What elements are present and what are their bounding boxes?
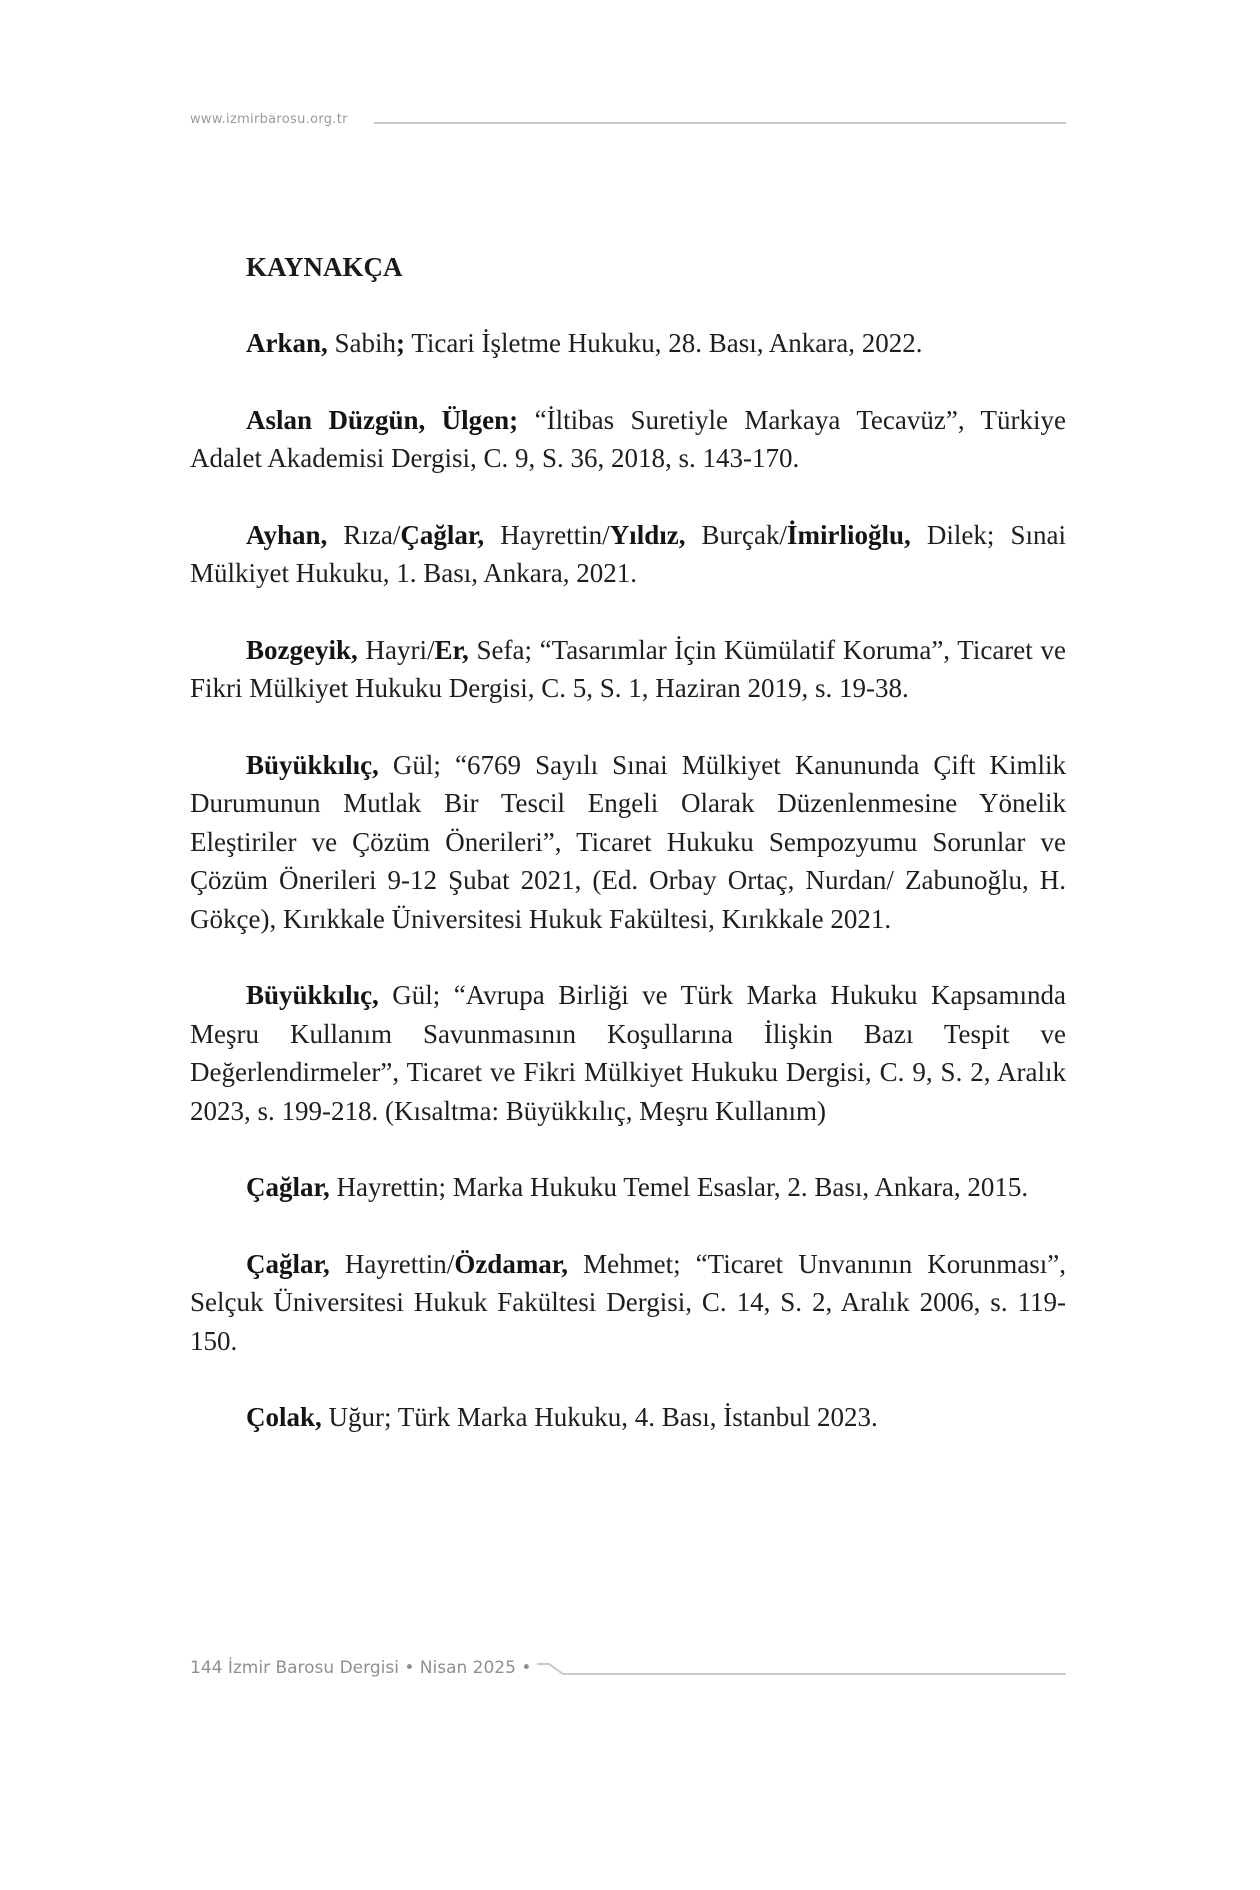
header-url: www.izmirbarosu.org.tr (190, 112, 348, 127)
reference-author: Ayhan, (246, 519, 328, 550)
reference-author: Arkan, (246, 328, 328, 358)
reference-author: Yıldız, (609, 519, 686, 550)
reference-entry (190, 1245, 1066, 1361)
reference-entry (190, 746, 1066, 939)
reference-entry (190, 631, 1066, 708)
reference-author: Çağlar, (246, 1172, 330, 1202)
header-rule (374, 122, 1066, 124)
reference-text: Uğur; Türk Marka Hukuku, 4. Bası, İstanbul 2023. (321, 1402, 878, 1432)
reference-author: Çağlar, (400, 519, 485, 550)
reference-text: Burçak/ (685, 519, 788, 550)
reference-text: Sefa; “Tasarımlar İçin Kümülatif Koruma”, Ticaret ve Fikri Mülkiyet Hukuku Dergisi, C. 5, S. 1, Haziran 2019, s. 19-38. (190, 634, 1066, 703)
reference-author: Er, (434, 634, 469, 665)
reference-text: Gül; “Avrupa Birliği ve Türk Marka Hukuku Kapsamında Meşru Kullanım Savunmasının Koşullarına İlişkin Bazı Tespit ve Değerlendirmeler”, Ticaret ve Fikri Mülkiyet Hukuku Dergisi, C. 9, S. 2, Aralık 2023, s. 199-218. (Kısaltma: Büyükkılıç, Meşru Kullanım) (190, 980, 1066, 1126)
reference-text: Mehmet; “Ticaret Unvanının Korunması”, Selçuk Üniversitesi Hukuk Fakültesi Dergisi, C. 14, S. 2, Aralık 2006, s. 119-150. (190, 1248, 1067, 1356)
reference-author: ; (396, 328, 406, 358)
page-header (190, 112, 1066, 136)
reference-author: Çağlar, (246, 1248, 330, 1279)
reference-author: Büyükkılıç, (246, 749, 379, 780)
reference-text: Rıza/ (327, 519, 401, 550)
reference-entry (190, 401, 1066, 478)
reference-entry (190, 324, 1066, 363)
reference-author: Büyükkılıç, (246, 980, 379, 1010)
bibliography-section (190, 248, 1066, 1475)
reference-text: Ticari İşletme Hukuku, 28. Bası, Ankara, 2022. (405, 328, 923, 358)
reference-text: Dilek; Sınai Mülkiyet Hukuku, 1. Bası, Ankara, 2021. (190, 519, 1066, 588)
page-footer (190, 1658, 1066, 1688)
reference-entry (190, 976, 1066, 1130)
reference-entry (190, 1168, 1066, 1207)
reference-author: Bozgeyik, (246, 634, 358, 665)
reference-text: Hayrettin/ (329, 1248, 455, 1279)
reference-list (190, 324, 1066, 1437)
reference-text: Gül; “6769 Sayılı Sınai Mülkiyet Kanununda Çift Kimlik Durumunun Mutlak Bir Tescil Engeli Olarak Düzenlenmesine Yönelik Eleştiriler ve Çözüm Önerileri”, Ticaret Hukuku Sempozyumu Sorunlar ve Çözüm Önerileri 9-12 Şubat 2021, (Ed. Orbay Ortaç, Nurdan/ Zabunoğlu, H. Gökçe), Kırıkkale Üniversitesi Hukuk Fakültesi, Kırıkkale 2021. (190, 749, 1066, 934)
reference-text: Hayrettin/ (484, 519, 610, 550)
section-title: KAYNAKÇA (246, 252, 403, 282)
reference-author: Özdamar, (454, 1248, 569, 1279)
reference-text: Hayri/ (357, 634, 435, 665)
reference-entry (190, 1398, 1066, 1437)
reference-entry (190, 516, 1066, 593)
footer-text: 144 İzmir Barosu Dergisi • Nisan 2025 • (190, 1658, 532, 1678)
reference-text: Sabih (327, 328, 397, 358)
reference-author: İmirlioğlu, (787, 519, 911, 550)
reference-text: Hayrettin; Marka Hukuku Temel Esaslar, 2. Bası, Ankara, 2015. (329, 1172, 1029, 1202)
reference-author: Çolak, (246, 1402, 322, 1432)
reference-text: “İltibas Suretiyle Markaya Tecavüz”, Türkiye Adalet Akademisi Dergisi, C. 9, S. 36, 2018, s. 143-170. (190, 404, 1067, 473)
reference-author: Aslan Düzgün, Ülgen; (246, 404, 519, 435)
